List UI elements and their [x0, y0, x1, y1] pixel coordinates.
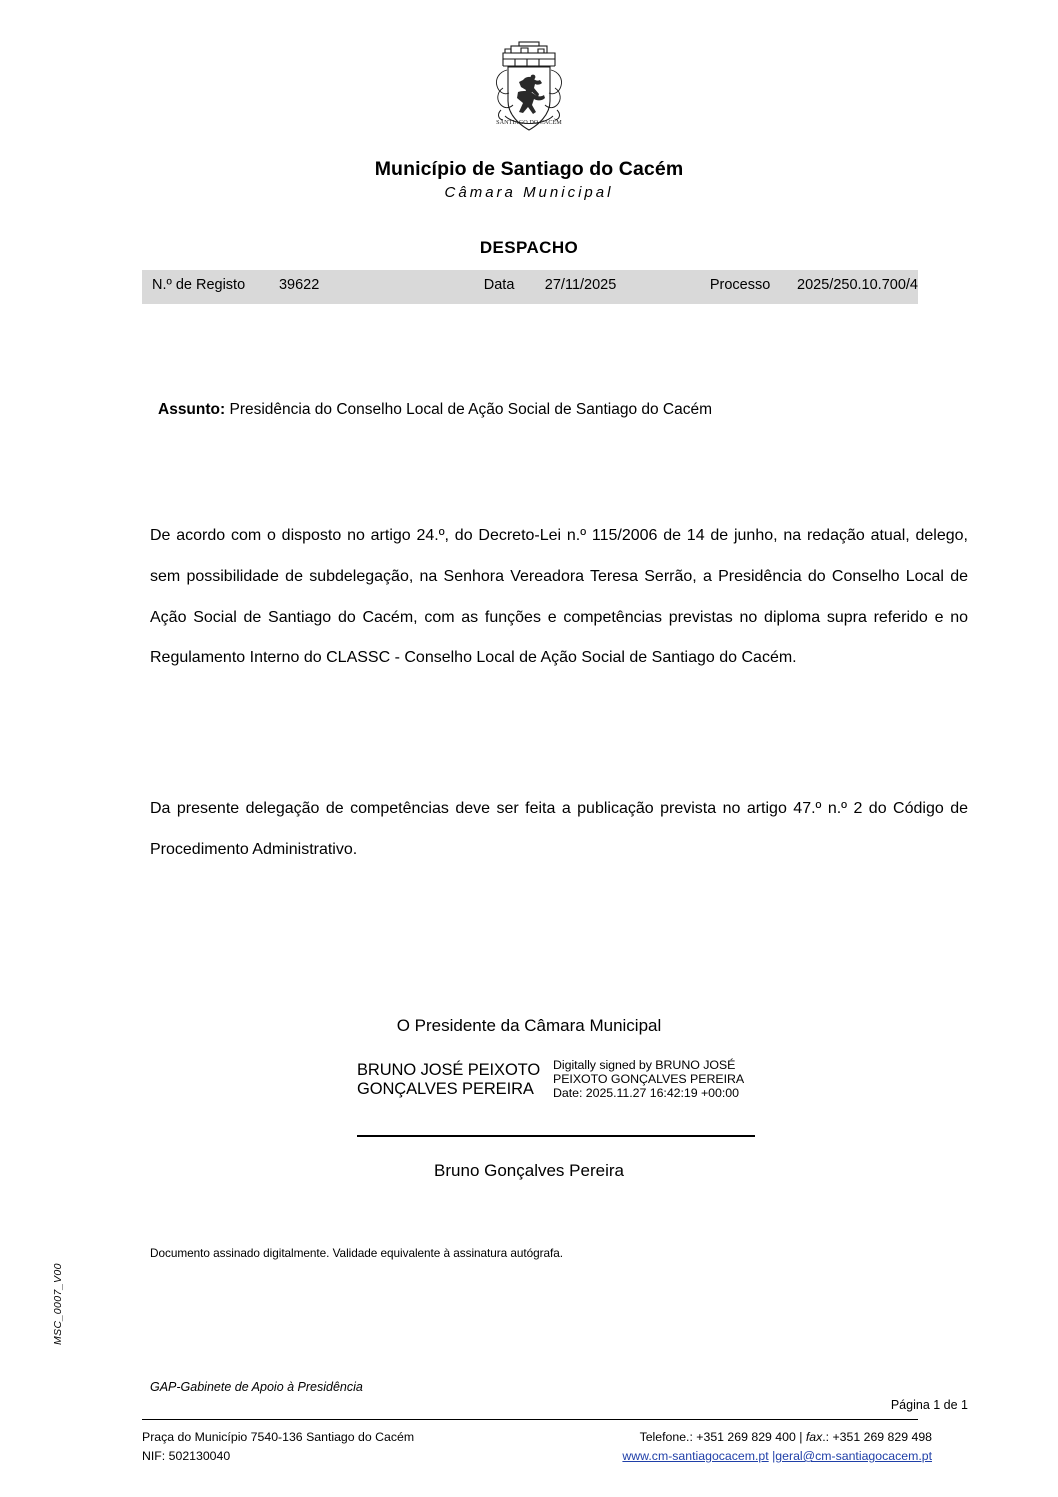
sub-organization-name: Câmara Municipal — [444, 184, 614, 201]
footer-address — [142, 1428, 414, 1466]
crest-ribbon-text: SANTIAGO DO CACÉM — [496, 119, 562, 126]
processo-label: Processo — [709, 277, 771, 293]
footer-email-link[interactable]: geral@cm-santiagocacem.pt — [775, 1449, 932, 1464]
body-paragraph-1: De acordo com o disposto no artigo 24.º, do Decreto-Lei n.º 115/2006 de 14 de junho, na redação atual, delego, sem possibilidade de subdelegação, na Senhora Vereadora Teresa Serrão, a Presidência do Conselho Local de Ação Social de Santiago do Cacém, com as funções e competências previstas no diploma supra referido e no Regulamento Interno do CLASSC - Conselho Local de Ação Social de Santiago do Cacém. — [150, 527, 968, 667]
signature-stamp-name: BRUNO JOSÉ PEIXOTO GONÇALVES PEREIRA — [357, 1061, 541, 1098]
digital-signature-note: Documento assinado digitalmente. Validade equivalente à assinatura autógrafa. — [150, 1246, 564, 1260]
footer-fax-label: fax — [805, 1430, 823, 1444]
registo-label: N.º de Registo — [152, 277, 246, 293]
form-version-code: MSC_0007_V00 — [52, 1263, 64, 1345]
coat-of-arms-icon — [481, 40, 577, 148]
document-meta-table — [142, 270, 918, 304]
footer-address-line-1: Praça do Município 7540-136 Santiago do Cacém — [142, 1430, 415, 1444]
footer-contact-separator: | — [768, 1449, 776, 1464]
processo-value: 2025/250.10.700/4 — [797, 277, 918, 293]
footer-website-link[interactable]: www.cm-santiagocacem.pt — [622, 1449, 769, 1464]
body-paragraph-2: Da presente delegação de competências deve ser feita a publicação prevista no artigo 47.º n.º 2 do Código de Procedimento Administrativo. — [150, 800, 968, 858]
document-title: DESPACHO — [479, 238, 579, 257]
footer-divider — [142, 1419, 918, 1420]
data-value: 27/11/2025 — [544, 277, 617, 293]
data-label: Data — [483, 277, 515, 293]
footer-phone: Telefone.: +351 269 829 400 | — [639, 1430, 806, 1444]
signature-signed-by: Digitally signed by BRUNO JOSÉ PEIXOTO GONÇALVES PEREIRA — [553, 1058, 745, 1086]
footer-contact-details — [622, 1428, 932, 1466]
footer-page-number: Página 1 de 1 — [890, 1398, 968, 1412]
footer-phone-line — [622, 1428, 932, 1447]
footer-web-line — [622, 1447, 932, 1466]
table-row — [142, 270, 918, 304]
footer-fax-value: .: +351 269 829 498 — [822, 1430, 932, 1444]
signature-title: O Presidente da Câmara Municipal — [396, 1016, 662, 1035]
subject-text: Presidência do Conselho Local de Ação Social de Santiago do Cacém — [229, 401, 713, 418]
digital-signature-stamp — [357, 1059, 755, 1137]
footer-address-line-2: NIF: 502130040 — [142, 1449, 231, 1464]
subject-line — [158, 399, 958, 421]
footer-contacts — [142, 1428, 932, 1466]
signer-name: Bruno Gonçalves Pereira — [434, 1161, 624, 1180]
footer-department: GAP-Gabinete de Apoio à Presidência — [150, 1380, 363, 1394]
registo-value: 39622 — [278, 277, 320, 293]
organization-name: Município de Santiago do Cacém — [374, 158, 684, 180]
signature-date: Date: 2025.11.27 16:42:19 +00:00 — [553, 1085, 739, 1100]
signature-stamp-details — [553, 1059, 755, 1101]
letterhead — [0, 40, 1058, 201]
subject-label: Assunto: — [158, 401, 226, 418]
